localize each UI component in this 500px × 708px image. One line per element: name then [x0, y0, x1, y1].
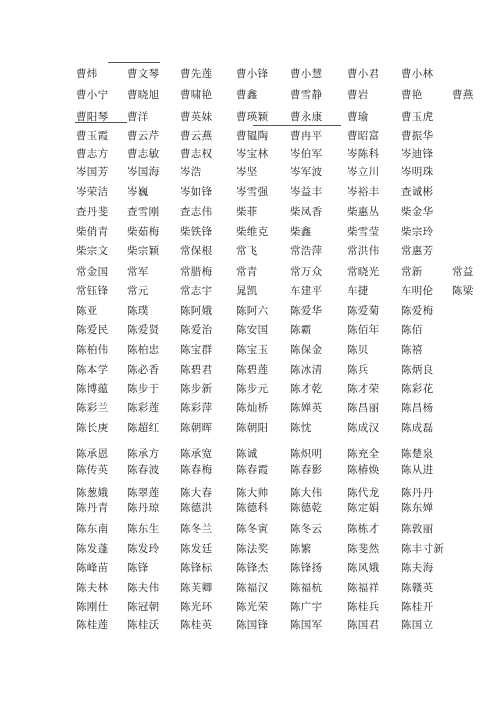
name-entry: 曹韫陶 [236, 130, 269, 142]
name-entry: 柴菲 [236, 206, 258, 218]
name-entry: 查丹斐 [76, 206, 109, 218]
name-entry: 常志宇 [180, 285, 213, 297]
name-entry: 陈诚 [236, 448, 258, 460]
name-entry: 陈葱娥 [76, 487, 109, 499]
name-entry: 陈锋 [127, 562, 149, 574]
name-entry: 柴金华 [401, 206, 434, 218]
name-entry: 陈朝晖 [180, 422, 213, 434]
name-entry: 陈彩花 [401, 383, 434, 395]
name-entry: 陈兵 [347, 364, 369, 376]
name-entry: 岑巍 [127, 186, 149, 198]
name-entry: 陈必香 [127, 364, 160, 376]
name-entry: 岑迪锋 [401, 148, 434, 160]
name-entry: 陈桂莲 [76, 619, 109, 631]
name-row [0, 420, 500, 440]
name-entry: 陈春波 [127, 464, 160, 476]
name-entry: 陈桂英 [180, 619, 213, 631]
name-entry: 陈德乾 [290, 502, 323, 514]
name-entry: 岑雪强 [236, 186, 269, 198]
name-entry: 曹晓旭 [127, 89, 160, 101]
name-entry: 陈丹青 [76, 502, 109, 514]
name-entry: 曹振华 [401, 130, 434, 142]
name-entry: 陈忱 [290, 422, 312, 434]
name-entry: 曹玉霞 [76, 130, 109, 142]
name-entry: 常万众 [290, 266, 323, 278]
name-entry: 陈碧君 [180, 364, 213, 376]
name-entry: 陈传英 [76, 464, 109, 476]
name-entry: 陈阿娥 [180, 305, 213, 317]
name-entry: 陈芙卿 [180, 582, 213, 594]
name-entry: 陈东婵 [401, 502, 434, 514]
name-entry: 陈福杭 [290, 582, 323, 594]
name-entry: 曹云燕 [180, 130, 213, 142]
name-entry: 陈国锋 [236, 619, 269, 631]
name-entry: 曹小宁 [76, 89, 109, 101]
name-entry: 陈霸 [290, 324, 312, 336]
name-entry: 陈定娟 [347, 502, 380, 514]
name-entry: 陈爱民 [76, 324, 109, 336]
name-entry: 曹小君 [347, 68, 380, 80]
name-entry: 陈彩兰 [76, 402, 109, 414]
name-entry: 陈爱贤 [127, 324, 160, 336]
name-entry: 陈繁 [290, 543, 312, 555]
name-row [0, 264, 500, 284]
name-row [0, 560, 500, 580]
name-entry: 陈夫海 [401, 562, 434, 574]
name-entry: 岑军波 [290, 166, 323, 178]
name-entry: 陈爱梅 [401, 305, 434, 317]
name-entry: 陈桂兵 [347, 601, 380, 613]
name-row [0, 322, 500, 342]
name-entry: 曹云芹 [127, 130, 160, 142]
name-entry: 陈本学 [76, 364, 109, 376]
name-row [0, 362, 500, 382]
name-entry: 陈斐然 [347, 543, 380, 555]
name-entry: 陈超红 [127, 422, 160, 434]
name-entry: 陈桂开 [401, 601, 434, 613]
name-entry: 曹瑛颖 [236, 111, 269, 123]
name-entry: 查雪刚 [127, 206, 160, 218]
name-entry: 曹永康 [290, 111, 323, 123]
name-entry: 晁凯 [236, 285, 258, 297]
name-entry: 柴宗文 [76, 245, 109, 257]
name-entry: 陈大帅 [236, 487, 269, 499]
name-entry: 陈敦丽 [401, 523, 434, 535]
name-entry: 曹炜 [76, 68, 98, 80]
name-entry: 岑国海 [127, 166, 160, 178]
name-entry: 岑如锋 [180, 186, 213, 198]
name-entry: 曹啸艳 [180, 89, 213, 101]
name-row [0, 146, 500, 166]
name-entry: 陈承方 [127, 448, 160, 460]
name-entry: 陈春霞 [236, 464, 269, 476]
name-entry: 常军 [127, 266, 149, 278]
name-entry: 柴俏青 [76, 226, 109, 238]
name-entry: 曹小锋 [236, 68, 269, 80]
name-entry: 车捷 [347, 285, 369, 297]
name-entry: 柴雪莹 [347, 226, 380, 238]
name-entry: 曹志方 [76, 148, 109, 160]
name-row [0, 109, 500, 129]
name-row [0, 204, 500, 224]
name-entry: 陈东生 [127, 523, 160, 535]
name-entry: 陈风娥 [347, 562, 380, 574]
name-entry: 岑国芳 [76, 166, 109, 178]
name-entry: 陈东南 [76, 523, 109, 535]
name-entry: 曹小慧 [290, 68, 323, 80]
name-entry: 常保根 [180, 245, 213, 257]
name-entry: 常飞 [236, 245, 258, 257]
name-entry: 陈桂沃 [127, 619, 160, 631]
name-entry: 曹燕 [452, 89, 474, 101]
name-entry: 陈博蕴 [76, 383, 109, 395]
name-entry: 陈炽明 [290, 448, 323, 460]
name-row [0, 462, 500, 482]
name-entry: 陈国君 [347, 619, 380, 631]
name-row [0, 400, 500, 420]
name-entry: 陈春影 [290, 464, 323, 476]
name-entry: 岑裕丰 [347, 186, 380, 198]
name-entry: 陈佰年 [347, 324, 380, 336]
name-entry: 常惠芳 [401, 245, 434, 257]
name-entry: 陈才荣 [347, 383, 380, 395]
name-row [0, 541, 500, 561]
name-entry: 陈代龙 [347, 487, 380, 499]
decorative-rule [253, 125, 341, 126]
name-entry: 陈发玲 [127, 543, 160, 555]
name-entry: 陈亚 [76, 305, 98, 317]
name-entry: 岑宝林 [236, 148, 269, 160]
name-entry: 陈发廷 [180, 543, 213, 555]
name-entry: 陈夫伟 [127, 582, 160, 594]
name-entry: 陈栋才 [347, 523, 380, 535]
name-entry: 柴宗颖 [127, 245, 160, 257]
name-entry: 曹阳琴 [76, 111, 109, 123]
name-entry: 陈保金 [290, 344, 323, 356]
name-entry: 陈宝玉 [236, 344, 269, 356]
name-entry: 陈锋杰 [236, 562, 269, 574]
name-entry: 岑明珠 [401, 166, 434, 178]
name-entry: 陈德洪 [180, 502, 213, 514]
name-entry: 岑陈科 [347, 148, 380, 160]
name-row [0, 164, 500, 184]
name-entry: 陈步元 [236, 383, 269, 395]
name-entry: 常金国 [76, 266, 109, 278]
name-entry: 陈承恩 [76, 448, 109, 460]
name-entry: 曹鑫 [236, 89, 258, 101]
name-entry: 陈春梅 [180, 464, 213, 476]
name-entry: 陈安国 [236, 324, 269, 336]
name-entry: 常晓光 [347, 266, 380, 278]
name-entry: 陈广宇 [290, 601, 323, 613]
decorative-rule [108, 62, 160, 63]
name-entry: 常浩萍 [290, 245, 323, 257]
name-entry: 陈成汉 [347, 422, 380, 434]
name-entry: 岑立川 [347, 166, 380, 178]
name-entry: 陈才乾 [290, 383, 323, 395]
name-entry: 陈昌杨 [401, 402, 434, 414]
name-entry: 陈碧莲 [236, 364, 269, 376]
name-entry: 柴凤香 [290, 206, 323, 218]
name-entry: 陈彩莲 [127, 402, 160, 414]
name-entry: 柴宗玲 [401, 226, 434, 238]
name-entry: 陈昌丽 [347, 402, 380, 414]
name-entry: 车明伦 [401, 285, 434, 297]
name-row [0, 580, 500, 600]
name-row [0, 283, 500, 303]
name-entry: 陈爱菊 [347, 305, 380, 317]
name-entry: 岑坚 [236, 166, 258, 178]
name-entry: 岑益丰 [290, 186, 323, 198]
name-entry: 陈禧 [401, 344, 423, 356]
name-entry: 陈夫林 [76, 582, 109, 594]
name-row [0, 599, 500, 619]
name-entry: 陈成磊 [401, 422, 434, 434]
name-entry: 陈步新 [180, 383, 213, 395]
name-entry: 陈阿六 [236, 305, 269, 317]
name-row [0, 128, 500, 148]
name-row [0, 500, 500, 520]
name-entry: 陈椿焕 [347, 464, 380, 476]
name-entry: 曹英妹 [180, 111, 213, 123]
name-entry: 陈承宽 [180, 448, 213, 460]
name-row [0, 381, 500, 401]
name-entry: 陈从进 [401, 464, 434, 476]
name-entry: 陈光环 [180, 601, 213, 613]
name-row [0, 617, 500, 637]
name-entry: 陈爱治 [180, 324, 213, 336]
name-entry: 常钰锋 [76, 285, 109, 297]
name-entry: 陈翠莲 [127, 487, 160, 499]
name-entry: 常青 [236, 266, 258, 278]
name-entry: 曹冉平 [290, 130, 323, 142]
name-entry: 曹志敏 [127, 148, 160, 160]
name-entry: 陈冬兰 [180, 523, 213, 535]
name-entry: 陈冬云 [290, 523, 323, 535]
name-entry: 陈璞 [127, 305, 149, 317]
name-entry: 陈朝阳 [236, 422, 269, 434]
name-entry: 查诚彬 [401, 186, 434, 198]
name-entry: 柴惠丛 [347, 206, 380, 218]
name-entry: 曹志权 [180, 148, 213, 160]
name-entry: 柴茹梅 [127, 226, 160, 238]
name-entry: 陈楚泉 [401, 448, 434, 460]
name-entry: 陈炳良 [401, 364, 434, 376]
name-row [0, 224, 500, 244]
name-entry: 曹先莲 [180, 68, 213, 80]
name-row [0, 303, 500, 323]
name-entry: 陈刚仕 [76, 601, 109, 613]
name-entry: 陈步于 [127, 383, 160, 395]
name-entry: 陈福祥 [347, 582, 380, 594]
name-entry: 陈发蓬 [76, 543, 109, 555]
name-entry: 陈丹丹 [401, 487, 434, 499]
name-entry: 常元 [127, 285, 149, 297]
name-entry: 陈婵英 [290, 402, 323, 414]
name-entry: 陈大伟 [290, 487, 323, 499]
name-entry: 曹洋 [127, 111, 149, 123]
name-row [0, 66, 500, 86]
name-entry: 陈柏忠 [127, 344, 160, 356]
decorative-rule [75, 122, 127, 123]
name-entry: 柴铁锋 [180, 226, 213, 238]
name-entry: 曹小林 [401, 68, 434, 80]
name-entry: 陈冠朝 [127, 601, 160, 613]
name-entry: 陈国军 [290, 619, 323, 631]
name-entry: 陈灿桥 [236, 402, 269, 414]
name-entry: 陈丹琼 [127, 502, 160, 514]
name-entry: 陈冰清 [290, 364, 323, 376]
name-entry: 岑荣洁 [76, 186, 109, 198]
name-entry: 陈佰 [401, 324, 423, 336]
name-entry: 曹昭富 [347, 130, 380, 142]
name-entry: 陈法奖 [236, 543, 269, 555]
name-entry: 陈冬寅 [236, 523, 269, 535]
name-entry: 柴鑫 [290, 226, 312, 238]
name-entry: 陈柏伟 [76, 344, 109, 356]
name-entry: 常益 [452, 266, 474, 278]
name-row [0, 521, 500, 541]
name-entry: 车建平 [290, 285, 323, 297]
name-entry: 曹瑜 [347, 111, 369, 123]
name-entry: 陈国立 [401, 619, 434, 631]
name-entry: 常新 [401, 266, 423, 278]
name-entry: 陈充全 [347, 448, 380, 460]
name-row [0, 184, 500, 204]
name-entry: 陈峰苗 [76, 562, 109, 574]
name-entry: 陈爱华 [290, 305, 323, 317]
name-entry: 陈锋扬 [290, 562, 323, 574]
name-entry: 曹岩 [347, 89, 369, 101]
name-entry: 曹玉虎 [401, 111, 434, 123]
name-entry: 陈赣英 [401, 582, 434, 594]
name-entry: 陈梁 [452, 285, 474, 297]
name-entry: 陈锋标 [180, 562, 213, 574]
name-entry: 陈光荣 [236, 601, 269, 613]
name-row [0, 243, 500, 263]
name-entry: 陈彩萍 [180, 402, 213, 414]
name-row [0, 342, 500, 362]
name-entry: 查志伟 [180, 206, 213, 218]
name-entry: 曹文琴 [127, 68, 160, 80]
name-entry: 柴维克 [236, 226, 269, 238]
name-entry: 岑伯军 [290, 148, 323, 160]
name-entry: 陈宝群 [180, 344, 213, 356]
name-entry: 陈福汉 [236, 582, 269, 594]
name-entry: 曹雪静 [290, 89, 323, 101]
name-row [0, 87, 500, 107]
name-entry: 陈长庚 [76, 422, 109, 434]
name-entry: 曹艳 [401, 89, 423, 101]
name-entry: 岑浩 [180, 166, 202, 178]
name-entry: 陈大春 [180, 487, 213, 499]
name-entry: 陈德科 [236, 502, 269, 514]
name-entry: 陈丰寸新 [401, 543, 445, 555]
name-entry: 常腊梅 [180, 266, 213, 278]
name-entry: 常洪伟 [347, 245, 380, 257]
name-entry: 陈贝 [347, 344, 369, 356]
